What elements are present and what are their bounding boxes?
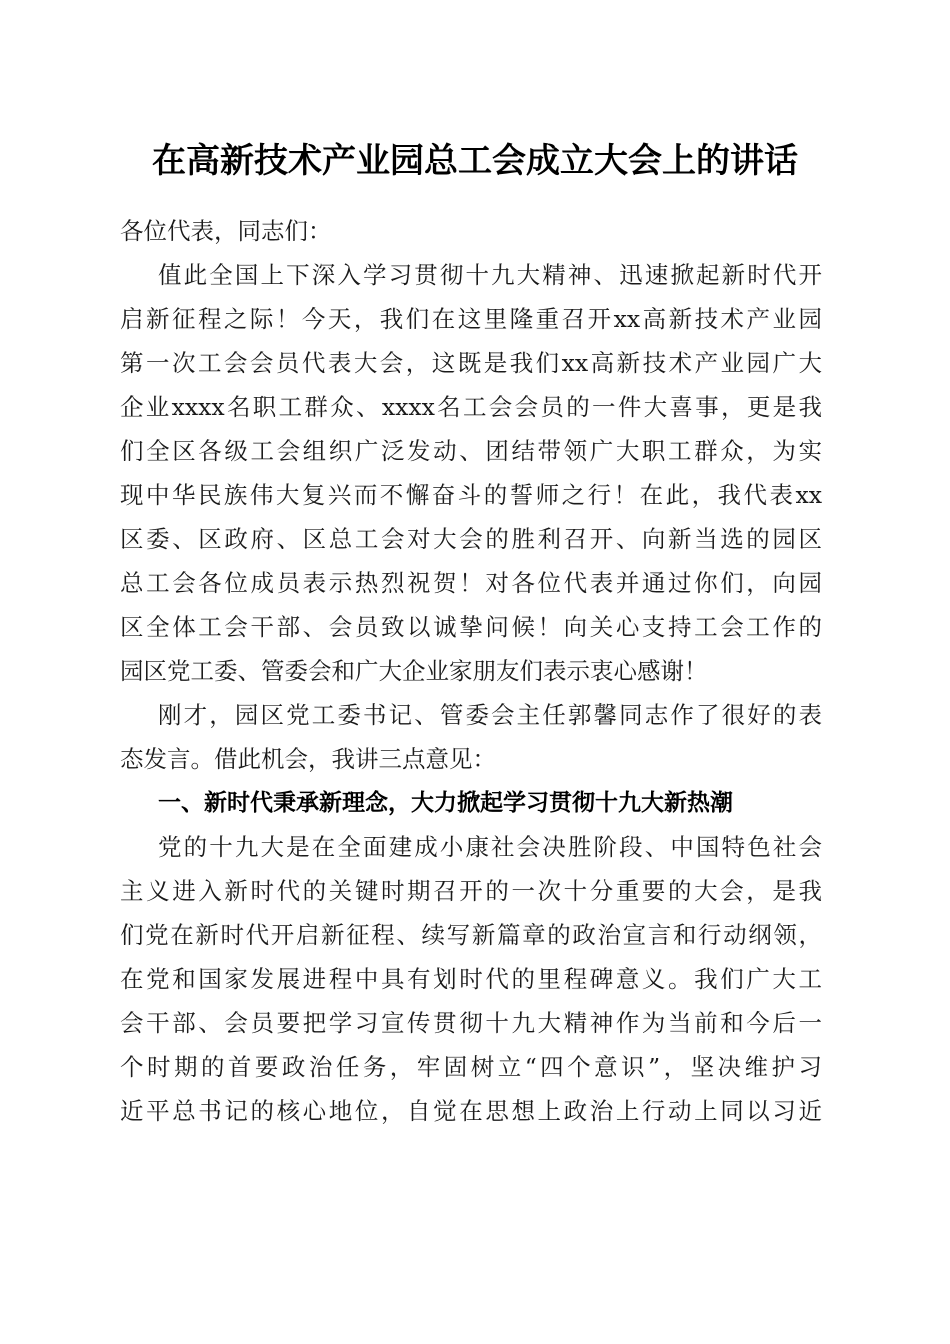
paragraph-line: 会干部、会员要把学习宣传贯彻十九大精神作为当前和今后一 xyxy=(120,1009,822,1037)
paragraph-line: 近平总书记的核心地位，自觉在思想上政治上行动上同以习近 xyxy=(120,1097,822,1125)
paragraph-line: 区委、区政府、区总工会对大会的胜利召开、向新当选的园区 xyxy=(120,525,822,553)
paragraph-line: 值此全国上下深入学习贯彻十九大精神、迅速掀起新时代开 xyxy=(158,261,822,289)
paragraph-line: 们全区各级工会组织广泛发动、团结带领广大职工群众，为实 xyxy=(120,437,822,465)
salutation: 各位代表，同志们： xyxy=(120,217,332,245)
paragraph-line: 企业xxxx名职工群众、xxxx名工会会员的一件大喜事，更是我 xyxy=(120,393,822,421)
paragraph-line: 区全体工会干部、会员致以诚挚问候！向关心支持工会工作的 xyxy=(120,613,822,641)
paragraph-line: 刚才，园区党工委书记、管委会主任郭馨同志作了很好的表 xyxy=(158,701,822,729)
section-heading: 一、新时代秉承新理念，大力掀起学习贯彻十九大新热潮 xyxy=(158,790,733,816)
paragraph-line: 第一次工会会员代表大会，这既是我们xx高新技术产业园广大 xyxy=(120,349,822,377)
paragraph-line: 现中华民族伟大复兴而不懈奋斗的誓师之行！在此，我代表xx xyxy=(120,481,822,509)
paragraph-line: 主义进入新时代的关键时期召开的一次十分重要的大会，是我 xyxy=(120,877,822,905)
paragraph-line: 在党和国家发展进程中具有划时代的里程碑意义。我们广大工 xyxy=(120,965,822,993)
paragraph-line: 园区党工委、管委会和广大企业家朋友们表示衷心感谢！ xyxy=(120,657,708,685)
paragraph-line: 党的十九大是在全面建成小康社会决胜阶段、中国特色社会 xyxy=(158,833,822,861)
paragraph-line: 态发言。借此机会，我讲三点意见： xyxy=(120,745,496,773)
paragraph-line: 总工会各位成员表示热烈祝贺！对各位代表并通过你们，向园 xyxy=(120,569,822,597)
paragraph-line: 启新征程之际！今天，我们在这里隆重召开xx高新技术产业园 xyxy=(120,305,822,333)
paragraph-line: 个时期的首要政治任务，牢固树立“四个意识”，坚决维护习 xyxy=(120,1053,822,1081)
paragraph-line: 们党在新时代开启新征程、续写新篇章的政治宣言和行动纲领， xyxy=(120,921,822,949)
document-title: 在高新技术产业园总工会成立大会上的讲话 xyxy=(152,141,798,181)
